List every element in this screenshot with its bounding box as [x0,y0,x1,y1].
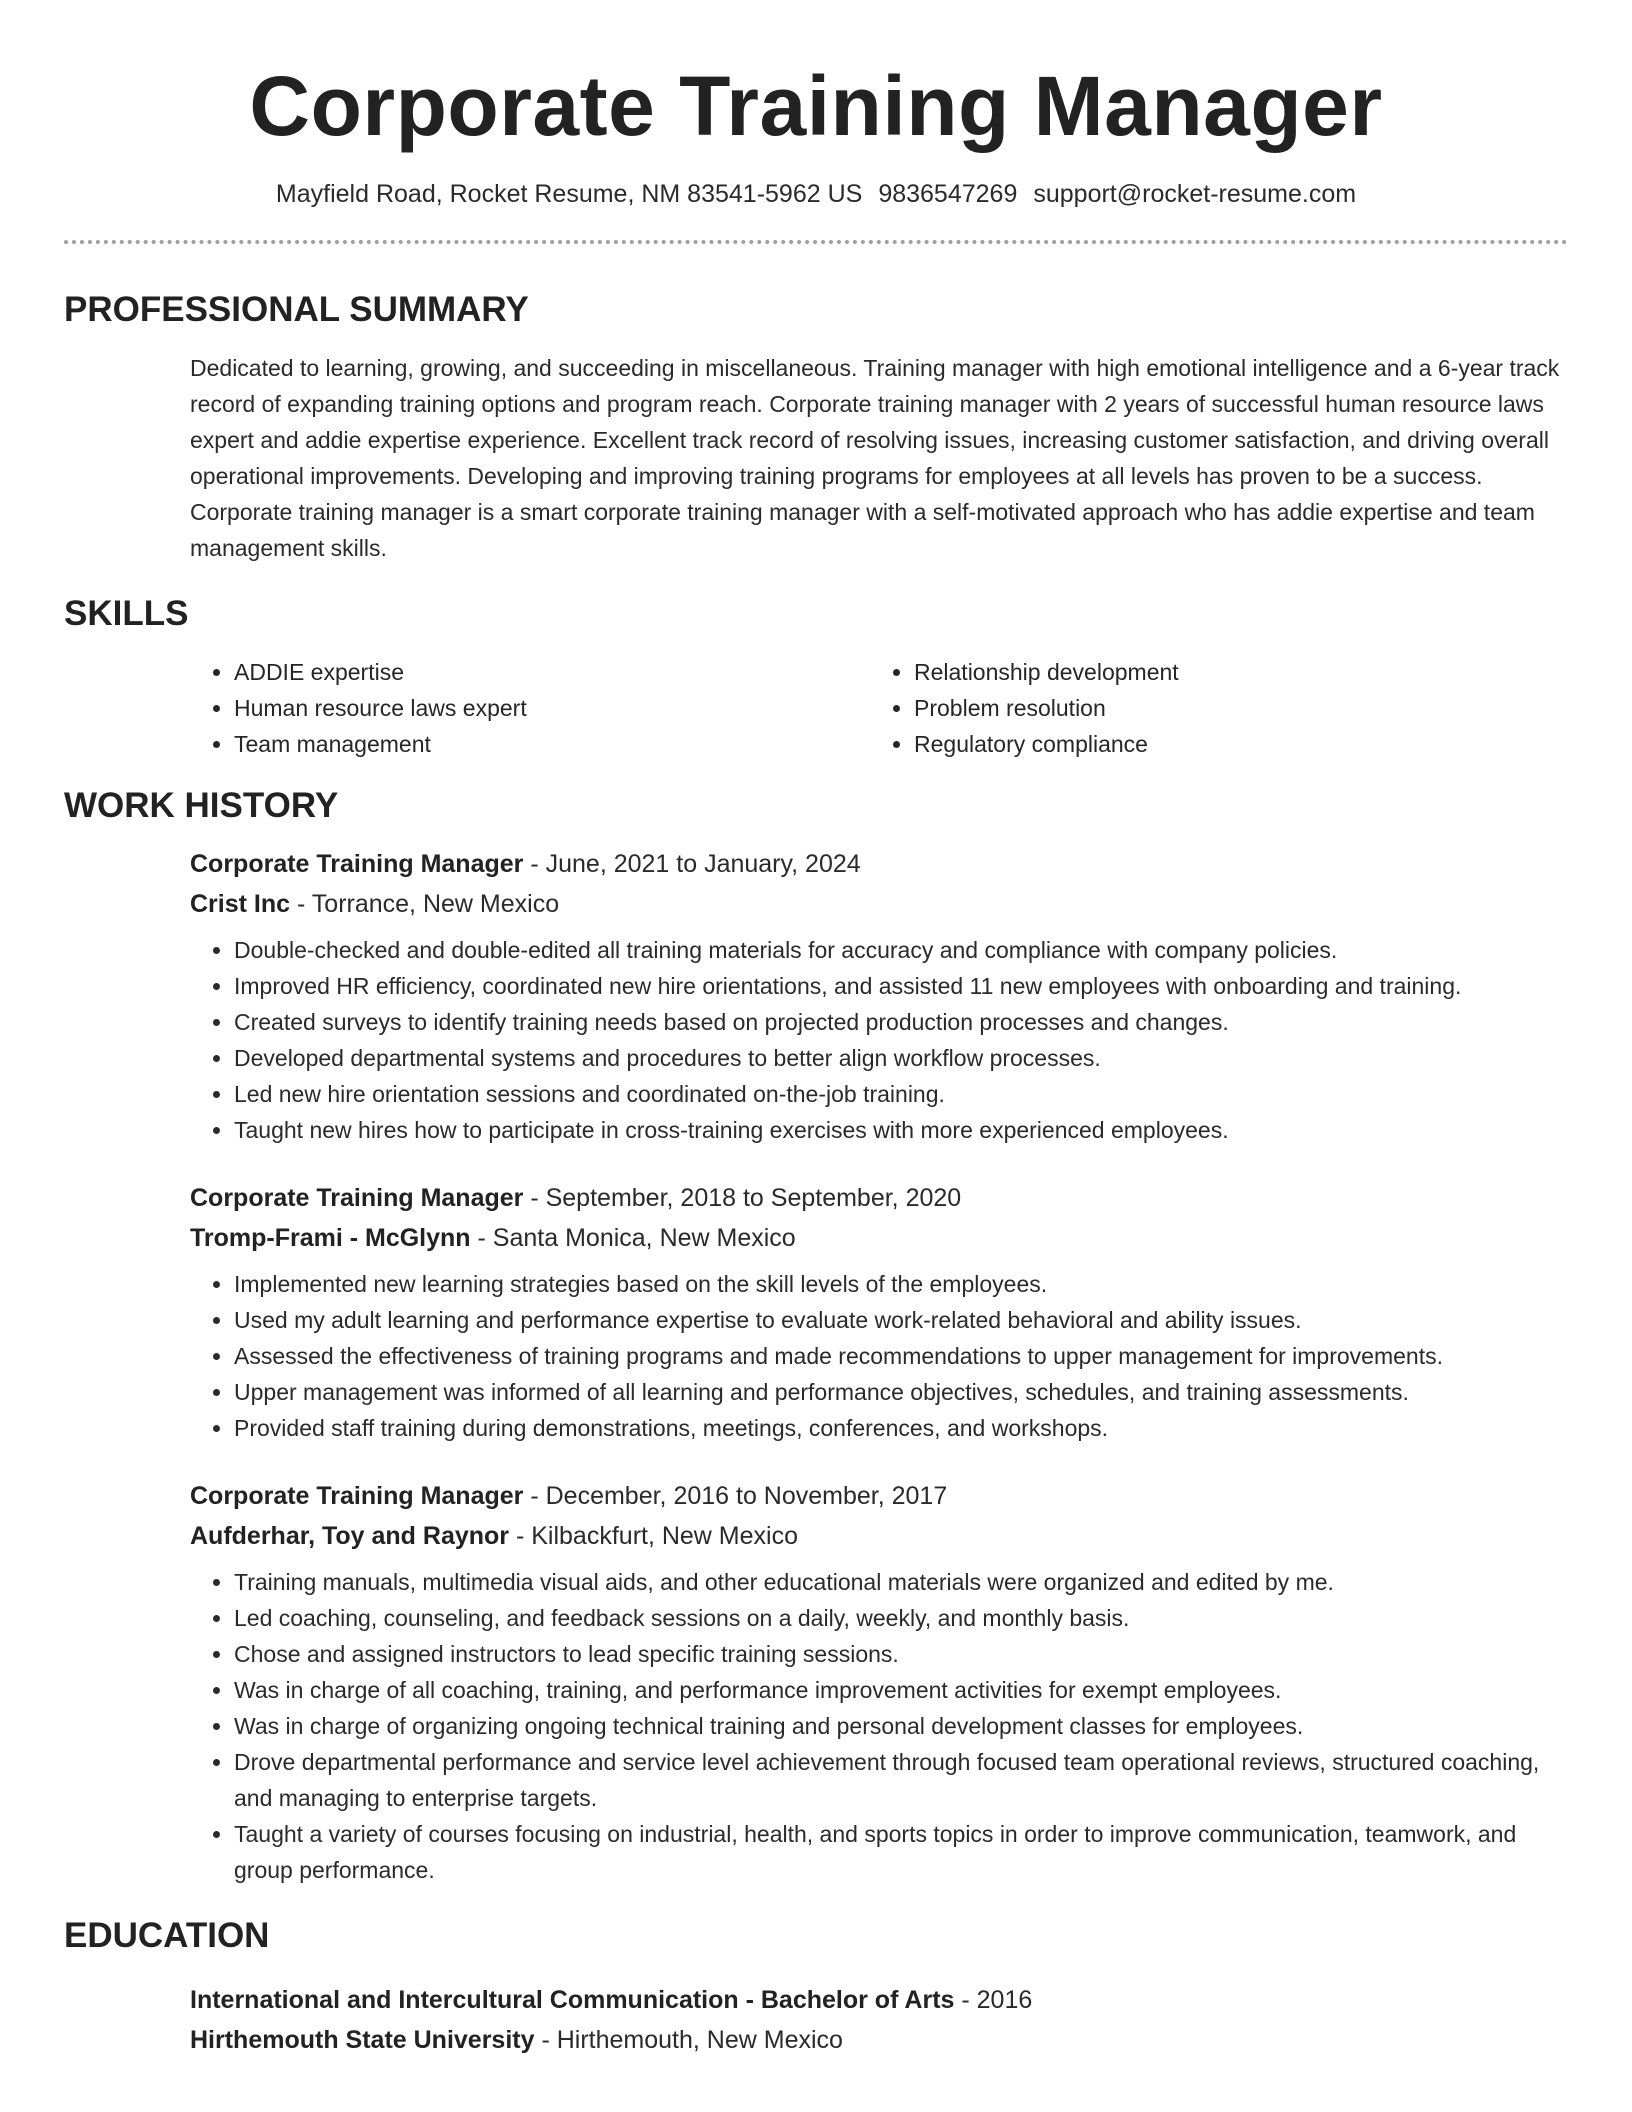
job-duty-item: • Improved HR efficiency, coordinated new hire orientations, and assisted 11 new employees with onboarding and training. [234,968,1568,1004]
job-duty-item: • Led new hire orientation sessions and coordinated on-the-job training. [234,1076,1568,1112]
education-entry [190,1980,1568,2060]
job-duty-item: • Chose and assigned instructors to lead specific training sessions. [234,1636,1568,1672]
job-duty-item: • Was in charge of all coaching, training, and performance improvement activities for exempt employees. [234,1672,1568,1708]
skill-item: • Regulatory compliance [914,726,1550,762]
degree: International and Intercultural Communication - Bachelor of Arts [190,1986,955,2014]
job-duty-item: • Taught a variety of courses focusing on industrial, health, and sports topics in order to improve communication, teamwork, and group performance. [234,1816,1568,1888]
school-location: - Hirthemouth, New Mexico [534,2026,843,2054]
job-company-line [190,884,1568,924]
job-location: - Santa Monica, New Mexico [470,1224,796,1252]
job-duty-item: • Assessed the effectiveness of training programs and made recommendations to upper management for improvements. [234,1338,1568,1374]
skill-item: • ADDIE expertise [234,654,870,690]
job-duty-item: • Created surveys to identify training needs based on projected production processes and changes. [234,1004,1568,1040]
resume-page [64,0,1568,2060]
job-title-line [190,844,1568,884]
job-entry [190,1178,1568,1446]
skill-item: • Problem resolution [914,690,1550,726]
school-line [190,2020,1568,2060]
job-company-line [190,1516,1568,1556]
job-duty-item: • Developed departmental systems and procedures to better align workflow processes. [234,1040,1568,1076]
job-entry [190,1476,1568,1888]
skills-heading: SKILLS [64,594,189,633]
school-name: Hirthemouth State University [190,2026,535,2054]
job-duty-item: • Led coaching, counseling, and feedback sessions on a daily, weekly, and monthly basis. [234,1600,1568,1636]
job-duty-item: • Double-checked and double-edited all training materials for accuracy and compliance with company policies. [234,932,1568,968]
job-role: Corporate Training Manager [190,850,524,878]
job-duties [190,1266,1568,1446]
job-title-line [190,1178,1568,1218]
job-location: - Torrance, New Mexico [290,890,560,918]
job-company: Crist Inc [190,890,291,918]
skills-column-left [190,654,870,762]
job-dates: - June, 2021 to January, 2024 [523,850,861,878]
summary-heading: PROFESSIONAL SUMMARY [64,290,529,329]
job-duty-item: • Provided staff training during demonstrations, meetings, conferences, and workshops. [234,1410,1568,1446]
skills-list [190,654,1568,762]
job-role: Corporate Training Manager [190,1184,524,1212]
job-duty-item: • Used my adult learning and performance expertise to evaluate work-related behavioral and ability issues. [234,1302,1568,1338]
job-duty-item: • Implemented new learning strategies based on the skill levels of the employees. [234,1266,1568,1302]
skill-item: • Team management [234,726,870,762]
job-entry [190,844,1568,1148]
candidate-name: Corporate Training Manager [249,59,1383,153]
job-company: Aufderhar, Toy and Raynor [190,1522,510,1550]
skill-item: • Human resource laws expert [234,690,870,726]
skills-column-right [870,654,1550,762]
job-duty-item: • Was in charge of organizing ongoing technical training and personal development classes for employees. [234,1708,1568,1744]
education-heading: EDUCATION [64,1916,270,1955]
job-duties [190,1564,1568,1888]
work-history-heading: WORK HISTORY [64,786,339,825]
contact-email: support@rocket-resume.com [1033,180,1357,208]
job-duty-item: • Taught new hires how to participate in cross-training exercises with more experienced employees. [234,1112,1568,1148]
degree-line [190,1980,1568,2020]
job-duty-item: • Drove departmental performance and service level achievement through focused team operational reviews, structured coaching, and managing to enterprise targets. [234,1744,1568,1816]
job-company: Tromp-Frami - McGlynn [190,1224,471,1252]
job-location: - Kilbackfurt, New Mexico [509,1522,798,1550]
contact-address: Mayfield Road, Rocket Resume, NM 83541-5962 US [275,180,863,208]
header-divider [64,240,1568,244]
job-company-line [190,1218,1568,1258]
job-role: Corporate Training Manager [190,1482,524,1510]
contact-line [64,178,1568,210]
skill-item: • Relationship development [914,654,1550,690]
job-dates: - December, 2016 to November, 2017 [523,1482,948,1510]
job-duty-item: • Upper management was informed of all learning and performance objectives, schedules, and training assessments. [234,1374,1568,1410]
job-duties [190,932,1568,1148]
summary-text: Dedicated to learning, growing, and succeeding in miscellaneous. Training manager with high emotional intelligence and a 6-year track record of expanding training options and program reach. Corporate training manager with 2 years of successful human resource laws expert and addie expertise experience. Excellent track record of resolving issues, increasing customer satisfaction, and driving overall operational improvements. Developing and improving training programs for employees at all levels has proven to be a success. Corporate training manager is a smart corporate training manager with a self-motivated approach who has addie expertise and team management skills. [190,355,1560,561]
job-dates: - September, 2018 to September, 2020 [523,1184,962,1212]
graduation-year: - 2016 [954,1986,1033,2014]
job-duty-item: • Training manuals, multimedia visual aids, and other educational materials were organized and edited by me. [234,1564,1568,1600]
contact-phone: 9836547269 [878,180,1018,208]
job-title-line [190,1476,1568,1516]
